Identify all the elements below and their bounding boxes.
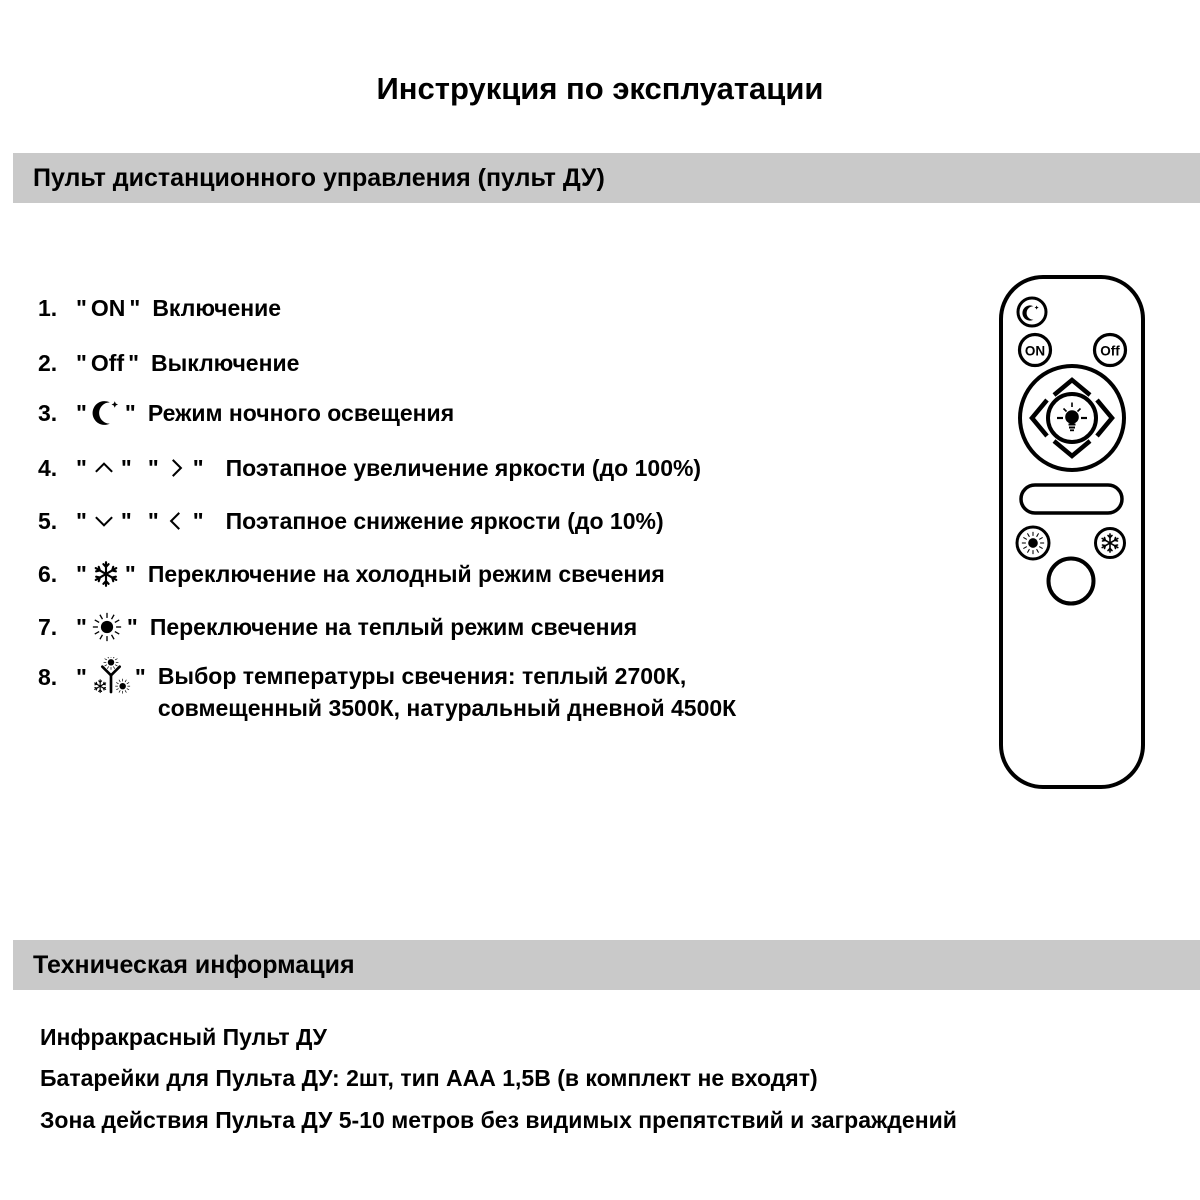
item-number: 3. (38, 399, 58, 426)
quote-mark: " (126, 613, 138, 640)
item-number: 8. (38, 664, 58, 690)
icon-token (72, 504, 136, 538)
sun-icon (1022, 532, 1044, 554)
on-button (1020, 335, 1051, 366)
chevron-up-icon (91, 455, 117, 481)
icon-token (144, 451, 208, 485)
night-mode-button (1018, 298, 1046, 326)
quote-mark: " (120, 454, 132, 481)
brightness-direction-pad (1020, 366, 1124, 470)
quote-mark: " (147, 454, 159, 481)
button-name-token (72, 346, 143, 380)
chevron-down-icon (91, 508, 117, 534)
quote-mark: " (76, 613, 87, 640)
icon-token (72, 396, 140, 430)
item-label: Поэтапное увеличение яркости (до 100%) (225, 454, 702, 481)
quote-mark: " (124, 560, 136, 587)
quote-mark: " (76, 560, 87, 587)
button-name-token (72, 291, 144, 325)
light-bulb-icon (1057, 403, 1087, 431)
item-label: Переключение на теплый режим свечения (149, 613, 638, 640)
remote-control-illustration (996, 272, 1148, 792)
item-number: 7. (38, 613, 58, 640)
item-label-line1: Выбор температуры свечения: теплый 2700К, (157, 663, 687, 689)
instruction-item-7 (38, 610, 637, 644)
quote-mark: " (134, 663, 146, 690)
quote-mark: " (76, 349, 87, 376)
icon-token (72, 557, 140, 591)
sun-icon (91, 611, 123, 643)
chevron-left-icon (163, 508, 189, 534)
icon-token (72, 660, 150, 694)
quote-mark: " (76, 454, 87, 481)
tech-line-2: Батарейки для Пульта ДУ: 2шт, тип ААА 1,5В (в комплект не входят) (40, 1065, 818, 1091)
quote-mark: " (76, 294, 87, 321)
off-button-label: Off (90, 349, 125, 376)
item-label (158, 660, 736, 724)
quote-mark: " (129, 294, 141, 321)
item-label: Выключение (151, 349, 300, 376)
item-number: 6. (38, 560, 58, 587)
quote-mark: " (147, 507, 159, 534)
icon-token (72, 451, 136, 485)
page-title: Инструкция по эксплуатации (376, 71, 824, 106)
pad-chevron-right-icon (1097, 400, 1112, 436)
icon-token (144, 504, 208, 538)
item-number: 1. (38, 294, 58, 321)
instruction-item-5 (38, 504, 664, 538)
item-number: 4. (38, 454, 58, 481)
section-bar-tech (13, 940, 1200, 990)
moon-icon (1022, 305, 1038, 320)
quote-mark: " (192, 454, 204, 481)
tech-line-3: Зона действия Пульта ДУ 5-10 метров без видимых препятствий и заграждений (40, 1107, 957, 1133)
instruction-item-8 (38, 660, 736, 724)
item-number: 5. (38, 507, 58, 534)
quote-mark: " (120, 507, 132, 534)
section-heading-tech: Техническая информация (33, 950, 355, 979)
quote-mark: " (128, 349, 140, 376)
preset-pill-button (1021, 485, 1122, 513)
on-button-label: ON (1024, 343, 1046, 359)
item-label-line2: совмещенный 3500К, натуральный дневной 4500К (157, 695, 737, 721)
item-label: Режим ночного освещения (147, 399, 455, 426)
snowflake-icon (1101, 534, 1119, 552)
quote-mark: " (192, 507, 204, 534)
chevron-right-icon (163, 455, 189, 481)
moon-icon (91, 398, 121, 428)
quote-mark: " (124, 399, 136, 426)
instruction-item-1 (38, 291, 281, 325)
item-number: 2. (38, 349, 58, 376)
instruction-item-6 (38, 557, 665, 591)
warm-mode-button (1017, 527, 1049, 559)
instruction-item-2 (38, 346, 299, 380)
item-label: Включение (152, 294, 282, 321)
temperature-select-icon (91, 657, 131, 697)
on-button-label: ON (90, 294, 126, 321)
icon-token (72, 610, 142, 644)
section-bar-remote (13, 153, 1200, 203)
pad-chevron-left-icon (1032, 400, 1047, 436)
off-button-label: Off (1100, 343, 1120, 359)
tech-line-1: Инфракрасный Пульт ДУ (40, 1024, 327, 1050)
quote-mark: " (76, 507, 87, 534)
item-label: Поэтапное снижение яркости (до 10%) (225, 507, 664, 534)
off-button (1095, 335, 1126, 366)
round-button (1049, 559, 1094, 604)
quote-mark: " (76, 663, 87, 690)
instruction-item-3 (38, 396, 454, 430)
quote-mark: " (76, 399, 87, 426)
item-label: Переключение на холодный режим свечения (147, 560, 665, 587)
instruction-item-4 (38, 451, 701, 485)
snowflake-icon (91, 559, 121, 589)
cold-mode-button (1096, 529, 1125, 558)
section-heading-remote: Пульт дистанционного управления (пульт ДУ) (33, 163, 605, 192)
